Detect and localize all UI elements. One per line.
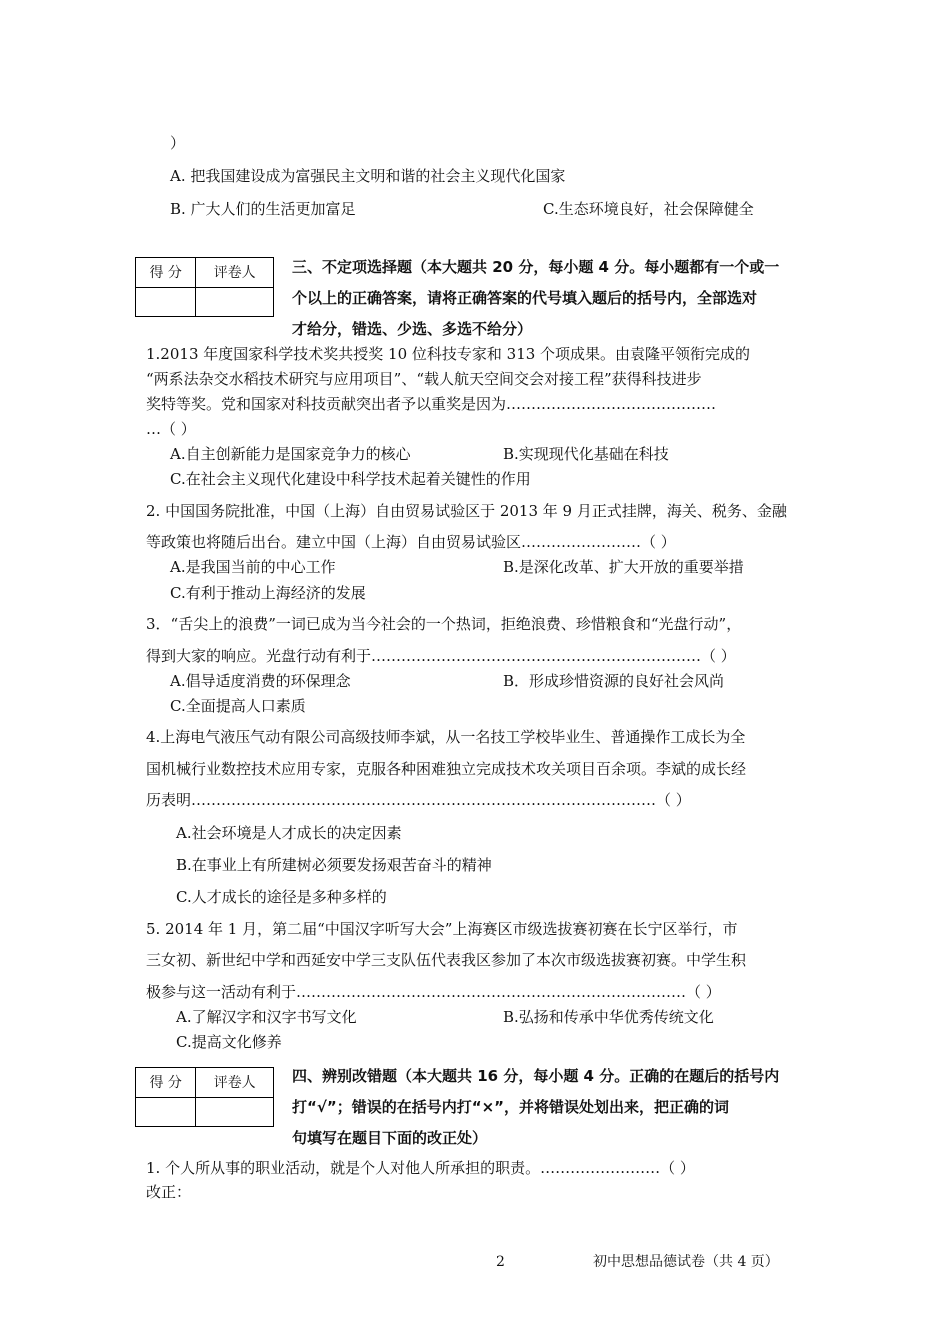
q4-option: C.人才成长的途径是多种多样的 (176, 888, 387, 906)
section4-heading-1: 四、辨别改错题（本大题共 16 分，每小题 4 分。正确的在题后的括号内 (292, 1067, 780, 1085)
section4-heading-3: 句填写在题目下面的改正处） (292, 1129, 488, 1147)
q5-option: A.了解汉字和汉字书写文化 (176, 1008, 357, 1026)
q2-option: B.是深化改革、扩大开放的重要举措 (503, 558, 744, 576)
q4-option: B.在事业上有所建树必须要发扬艰苦奋斗的精神 (176, 856, 492, 874)
q5-option: B.弘扬和传承中华优秀传统文化 (503, 1008, 714, 1026)
q1-line: 1.2013 年度国家科学技术奖共授奖 10 位科技专家和 313 个项成果。由袁隆平领衔完成的 (146, 345, 751, 363)
q3-line: 得到大家的响应。光盘行动有利于…………………………………………………………（ ） (146, 647, 736, 665)
q5-option: C.提高文化修养 (176, 1033, 282, 1051)
grader-label: 评卷人 (196, 1068, 274, 1098)
grader-label: 评卷人 (196, 258, 274, 288)
section4-heading-2: 打“√”；错误的在括号内打“×”，并将错误处划出来，把正确的词 (292, 1098, 730, 1116)
q3-line: 3．“舌尖上的浪费”一词已成为当今社会的一个热词，拒绝浪费、珍惜粮食和“光盘行动”， (146, 615, 742, 633)
score-box (135, 1067, 274, 1127)
q1-option: A.自主创新能力是国家竞争力的核心 (170, 445, 411, 463)
q4-line: 历表明…………………………………………………………………………………（ ） (146, 791, 691, 809)
q3-option: A.倡导适度消费的环保理念 (170, 672, 351, 690)
footer-title: 初中思想品德试卷（共 4 页） (593, 1254, 779, 1270)
correction-label: 改正： (146, 1183, 192, 1201)
q1-line: …（ ） (146, 420, 196, 438)
q2-line: 等政策也将随后出台。建立中国（上海）自由贸易试验区……………………（ ） (146, 533, 676, 551)
q4-line: 国机械行业数控技术应用专家，克服各种困难独立完成技术攻关项目百余项。李斌的成长经 (146, 760, 747, 778)
s4-q1: 1. 个人所从事的职业活动，就是个人对他人所承担的职责。……………………（ ） (146, 1159, 695, 1177)
q1-line: “两系法杂交水稻技术研究与应用项目”、“载人航天空间交会对接工程”获得科技进步 (146, 370, 702, 388)
q2-line: 2. 中国国务院批准，中国（上海）自由贸易试验区于 2013 年 9 月正式挂牌，海关、税务、金融 (146, 502, 787, 520)
grader-cell (196, 1097, 274, 1127)
q5-line: 5. 2014 年 1 月，第二届“中国汉字听写大会”上海赛区市级选拔赛初赛在长宁区举行，市 (146, 920, 738, 938)
section3-heading-3: 才给分，错选、少选、多选不给分） (292, 320, 533, 338)
q5-line: 三女初、新世纪中学和西延安中学三支队伍代表我区参加了本次市级选拔赛初赛。中学生积 (146, 951, 747, 969)
option-b: B. 广大人们的生活更加富足 (170, 200, 356, 218)
q2-option: C.有利于推动上海经济的发展 (170, 584, 366, 602)
q1-option: B.实现现代化基础在科技 (503, 445, 669, 463)
option-a: A. 把我国建设成为富强民主文明和谐的社会主义现代化国家 (170, 167, 566, 185)
score-label: 得 分 (136, 258, 196, 288)
q2-option: A.是我国当前的中心工作 (170, 558, 336, 576)
page-number: 2 (496, 1254, 505, 1270)
score-label: 得 分 (136, 1068, 196, 1098)
score-box (135, 257, 274, 317)
grader-cell (196, 287, 274, 317)
q5-line: 极参与这一活动有利于……………………………………………………………………（ ） (146, 983, 721, 1001)
q1-option: C.在社会主义现代化建设中科学技术起着关键性的作用 (170, 470, 531, 488)
section3-heading-2: 个以上的正确答案，请将正确答案的代号填入题后的括号内，全部选对 (292, 289, 758, 307)
score-cell (136, 1097, 196, 1127)
q4-option: A.社会环境是人才成长的决定因素 (176, 824, 402, 842)
q3-option: C.全面提高人口素质 (170, 697, 306, 715)
option-c: C.生态环境良好，社会保障健全 (543, 200, 754, 218)
q4-line: 4.上海电气液压气动有限公司高级技师李斌，从一名技工学校毕业生、普通操作工成长为全 (146, 728, 746, 746)
paren: ） (170, 134, 186, 152)
section3-heading-1: 三、不定项选择题（本大题共 20 分，每小题 4 分。每小题都有一个或一 (292, 258, 780, 276)
q3-option: B．形成珍惜资源的良好社会风尚 (503, 672, 725, 690)
score-cell (136, 287, 196, 317)
q1-line: 奖特等奖。党和国家对科技贡献突出者予以重奖是因为…………………………………… (146, 395, 717, 413)
